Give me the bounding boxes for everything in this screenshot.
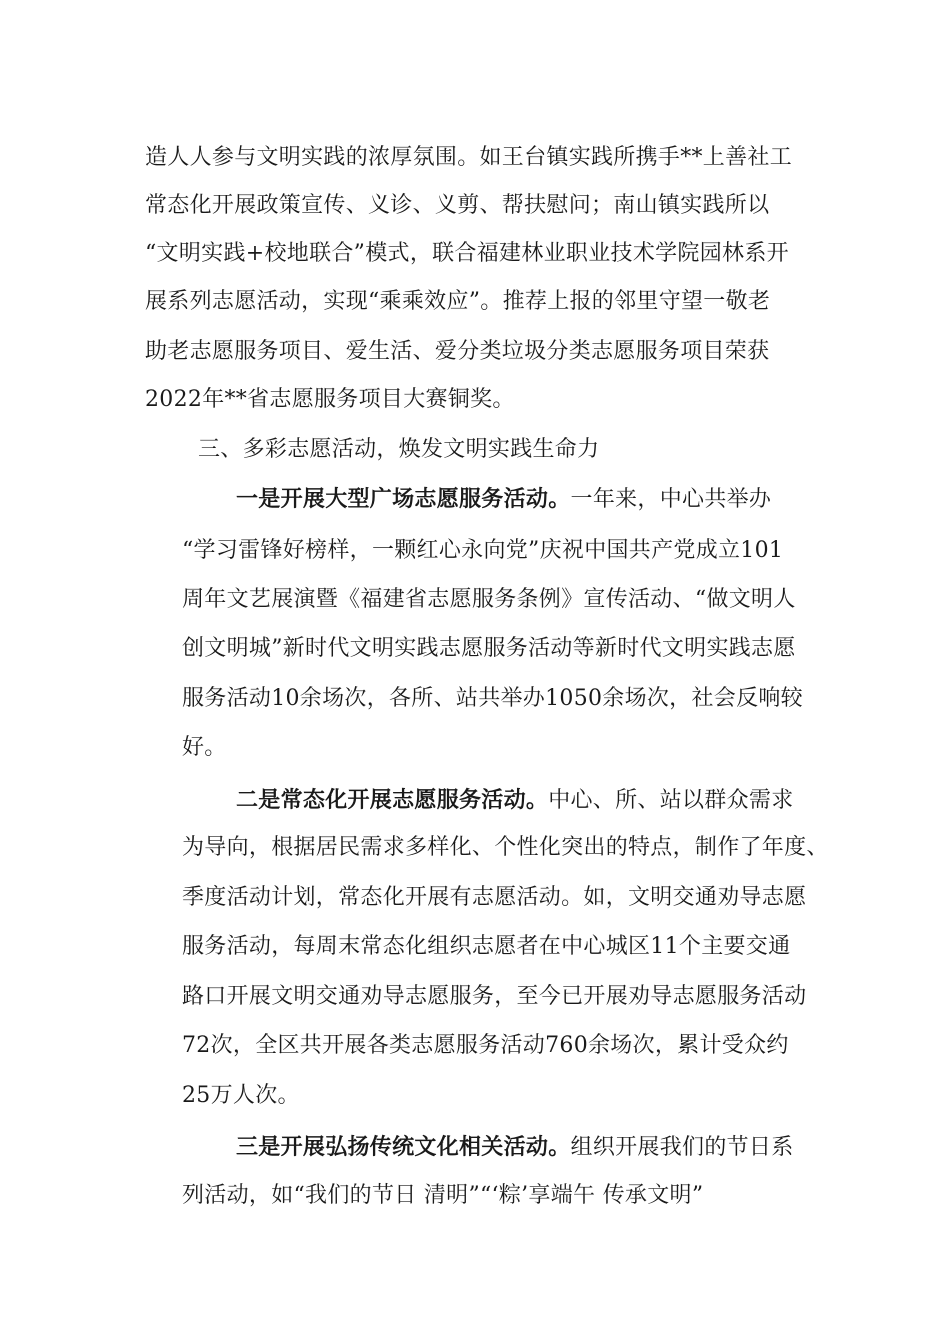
paragraph-line: 2022年**省志愿服务项目大赛铜奖。 <box>145 387 515 412</box>
paragraph-line: 造人人参与文明实践的浓厚氛围。如王台镇实践所携手**上善社工 <box>145 145 793 170</box>
section-heading: 三、多彩志愿活动，焕发文明实践生命力 <box>198 437 600 462</box>
paragraph-first-line <box>236 784 794 817</box>
paragraph-line: 助老志愿服务项目、爱生活、爱分类垃圾分类志愿服务项目荣获 <box>145 339 770 364</box>
paragraph-first-line <box>236 1131 794 1164</box>
paragraph-line: 展系列志愿活动，实现“乘乘效应”。推荐上报的邻里守望一敬老 <box>145 289 771 314</box>
paragraph-line: 为导向，根据居民需求多样化、个性化突出的特点，制作了年度、 <box>182 835 829 860</box>
paragraph-text: 组织开展我们的节日系 <box>570 1135 794 1160</box>
paragraph-lead: 一是开展大型广场志愿服务活动。 <box>236 486 571 512</box>
paragraph-lead: 三是开展弘扬传统文化相关活动。 <box>236 1134 571 1160</box>
paragraph-line: 创文明城”新时代文明实践志愿服务活动等新时代文明实践志愿 <box>182 636 796 661</box>
paragraph-first-line <box>236 483 771 516</box>
paragraph-line: 周年文艺展演暨《福建省志愿服务条例》宣传活动、“做文明人 <box>182 587 796 612</box>
paragraph-line: 72次，全区共开展各类志愿服务活动760余场次，累计受众约 <box>182 1033 789 1058</box>
paragraph-line: 好。 <box>182 735 227 760</box>
paragraph-line: 季度活动计划，常态化开展有志愿活动。如，文明交通劝导志愿 <box>182 885 807 910</box>
paragraph-line: 路口开展文明交通劝导志愿服务，至今已开展劝导志愿服务活动 <box>182 984 807 1009</box>
paragraph-line: 服务活动，每周末常态化组织志愿者在中心城区11个主要交通 <box>182 934 791 959</box>
paragraph-line: “文明实践+校地联合”模式，联合福建林业职业技术学院园林系开 <box>145 241 789 266</box>
paragraph-line: 列活动，如“我们的节日 清明”“‘粽’享端午 传承文明” <box>182 1183 704 1208</box>
paragraph-lead: 二是常态化开展志愿服务活动。 <box>236 787 549 813</box>
paragraph-line: “学习雷锋好榜样，一颗红心永向党”庆祝中国共产党成立101 <box>182 538 784 563</box>
paragraph-line: 常态化开展政策宣传、义诊、义剪、帮扶慰问；南山镇实践所以 <box>145 193 770 218</box>
paragraph-text: 一年来，中心共举办 <box>570 487 772 512</box>
paragraph-text: 中心、所、站以群众需求 <box>548 788 794 813</box>
paragraph-line: 服务活动10余场次，各所、站共举办1050余场次，社会反响较 <box>182 686 803 711</box>
paragraph-line: 25万人次。 <box>182 1083 300 1108</box>
